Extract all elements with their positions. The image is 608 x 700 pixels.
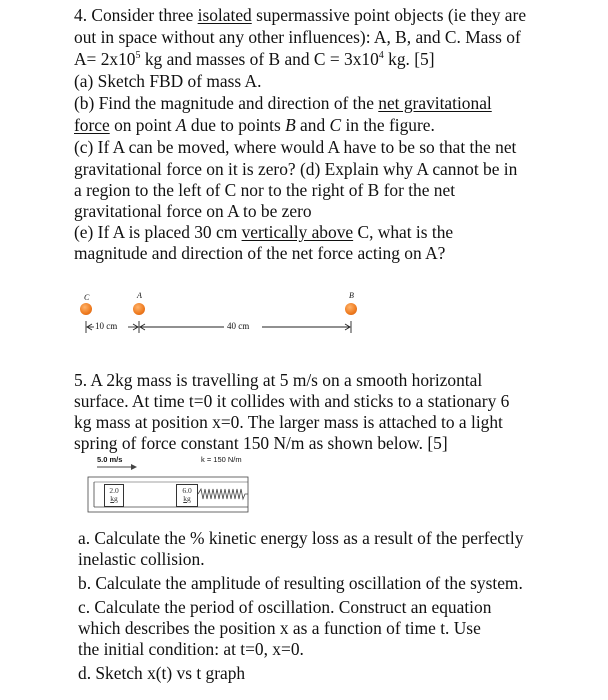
q5-part-c-line-3: the initial condition: at t=0, x=0. — [78, 639, 304, 659]
q5-part-d: d. Sketch x(t) vs t graph — [78, 663, 246, 683]
spring-constant-label: k = 150 N/m — [201, 455, 242, 464]
velocity-label: 5.0 m/s — [97, 455, 123, 464]
q4-line-4: (a) Sketch FBD of mass A. — [74, 71, 262, 91]
q4-line-5: (b) Find the magnitude and direction of the net gravitational — [74, 93, 492, 113]
q5-part-c-line-1: c. Calculate the period of oscillation. Construct an equation — [78, 597, 492, 617]
mass-6kg-unit: kg — [183, 494, 191, 503]
mass-6kg-value: 6.0 — [182, 486, 192, 495]
mass-2kg-block — [104, 484, 124, 507]
mass-2kg-unit: kg — [110, 494, 118, 503]
q4-line-2: out in space without any other influences): A, B, and C. Mass of — [74, 27, 521, 47]
q4-line-8: gravitational force on it is zero? (d) Explain why A cannot be in — [74, 159, 518, 179]
label-c: C — [84, 293, 90, 302]
q5-part-b: b. Calculate the amplitude of resulting oscillation of the system. — [78, 573, 523, 593]
q4-line-10: gravitational force on A to be zero — [74, 201, 312, 221]
q4-line-11: (e) If A is placed 30 cm vertically above C, what is the — [74, 222, 454, 242]
q5-line-1: 5. A 2kg mass is travelling at 5 m/s on a smooth horizontal — [74, 370, 483, 390]
mass-6kg-block — [176, 484, 198, 507]
q4-line-9: a region to the left of C nor to the right of B for the net — [74, 180, 456, 200]
q5-part-a-line-1: a. Calculate the % kinetic energy loss as a result of the perfectly — [78, 528, 524, 548]
label-b: B — [349, 291, 354, 300]
q4-line-3: $A= 2x10^5$ kg and masses of B and $C = 3x10^4$ kg. [5] — [74, 49, 435, 69]
mass-2kg-value: 2.0 — [109, 486, 119, 495]
q4-line-1: 4. Consider three isolated supermassive point objects (ie they are — [74, 5, 527, 25]
q5-part-c-line-2: which describes the position x as a function of time t. Use — [78, 618, 481, 638]
q4-line-6: force on point A due to points B and C in the figure. — [74, 115, 435, 135]
q4-line-7: (c) If A can be moved, where would A have to be so that the net — [74, 137, 517, 157]
q5-part-a-line-2: inelastic collision. — [78, 549, 205, 569]
q5-line-4: spring of force constant 150 N/m as shown below. [5] — [74, 433, 448, 453]
q5-line-3: kg mass at position x=0. The larger mass is attached to a light — [74, 412, 503, 432]
dist-40cm: 40 cm — [227, 321, 250, 331]
dist-10cm: 10 cm — [95, 321, 118, 331]
q4-line-12: magnitude and direction of the net force acting on A? — [74, 243, 446, 263]
label-a: A — [137, 291, 142, 300]
q5-line-2: surface. At time t=0 it collides with and sticks to a stationary 6 — [74, 391, 510, 411]
